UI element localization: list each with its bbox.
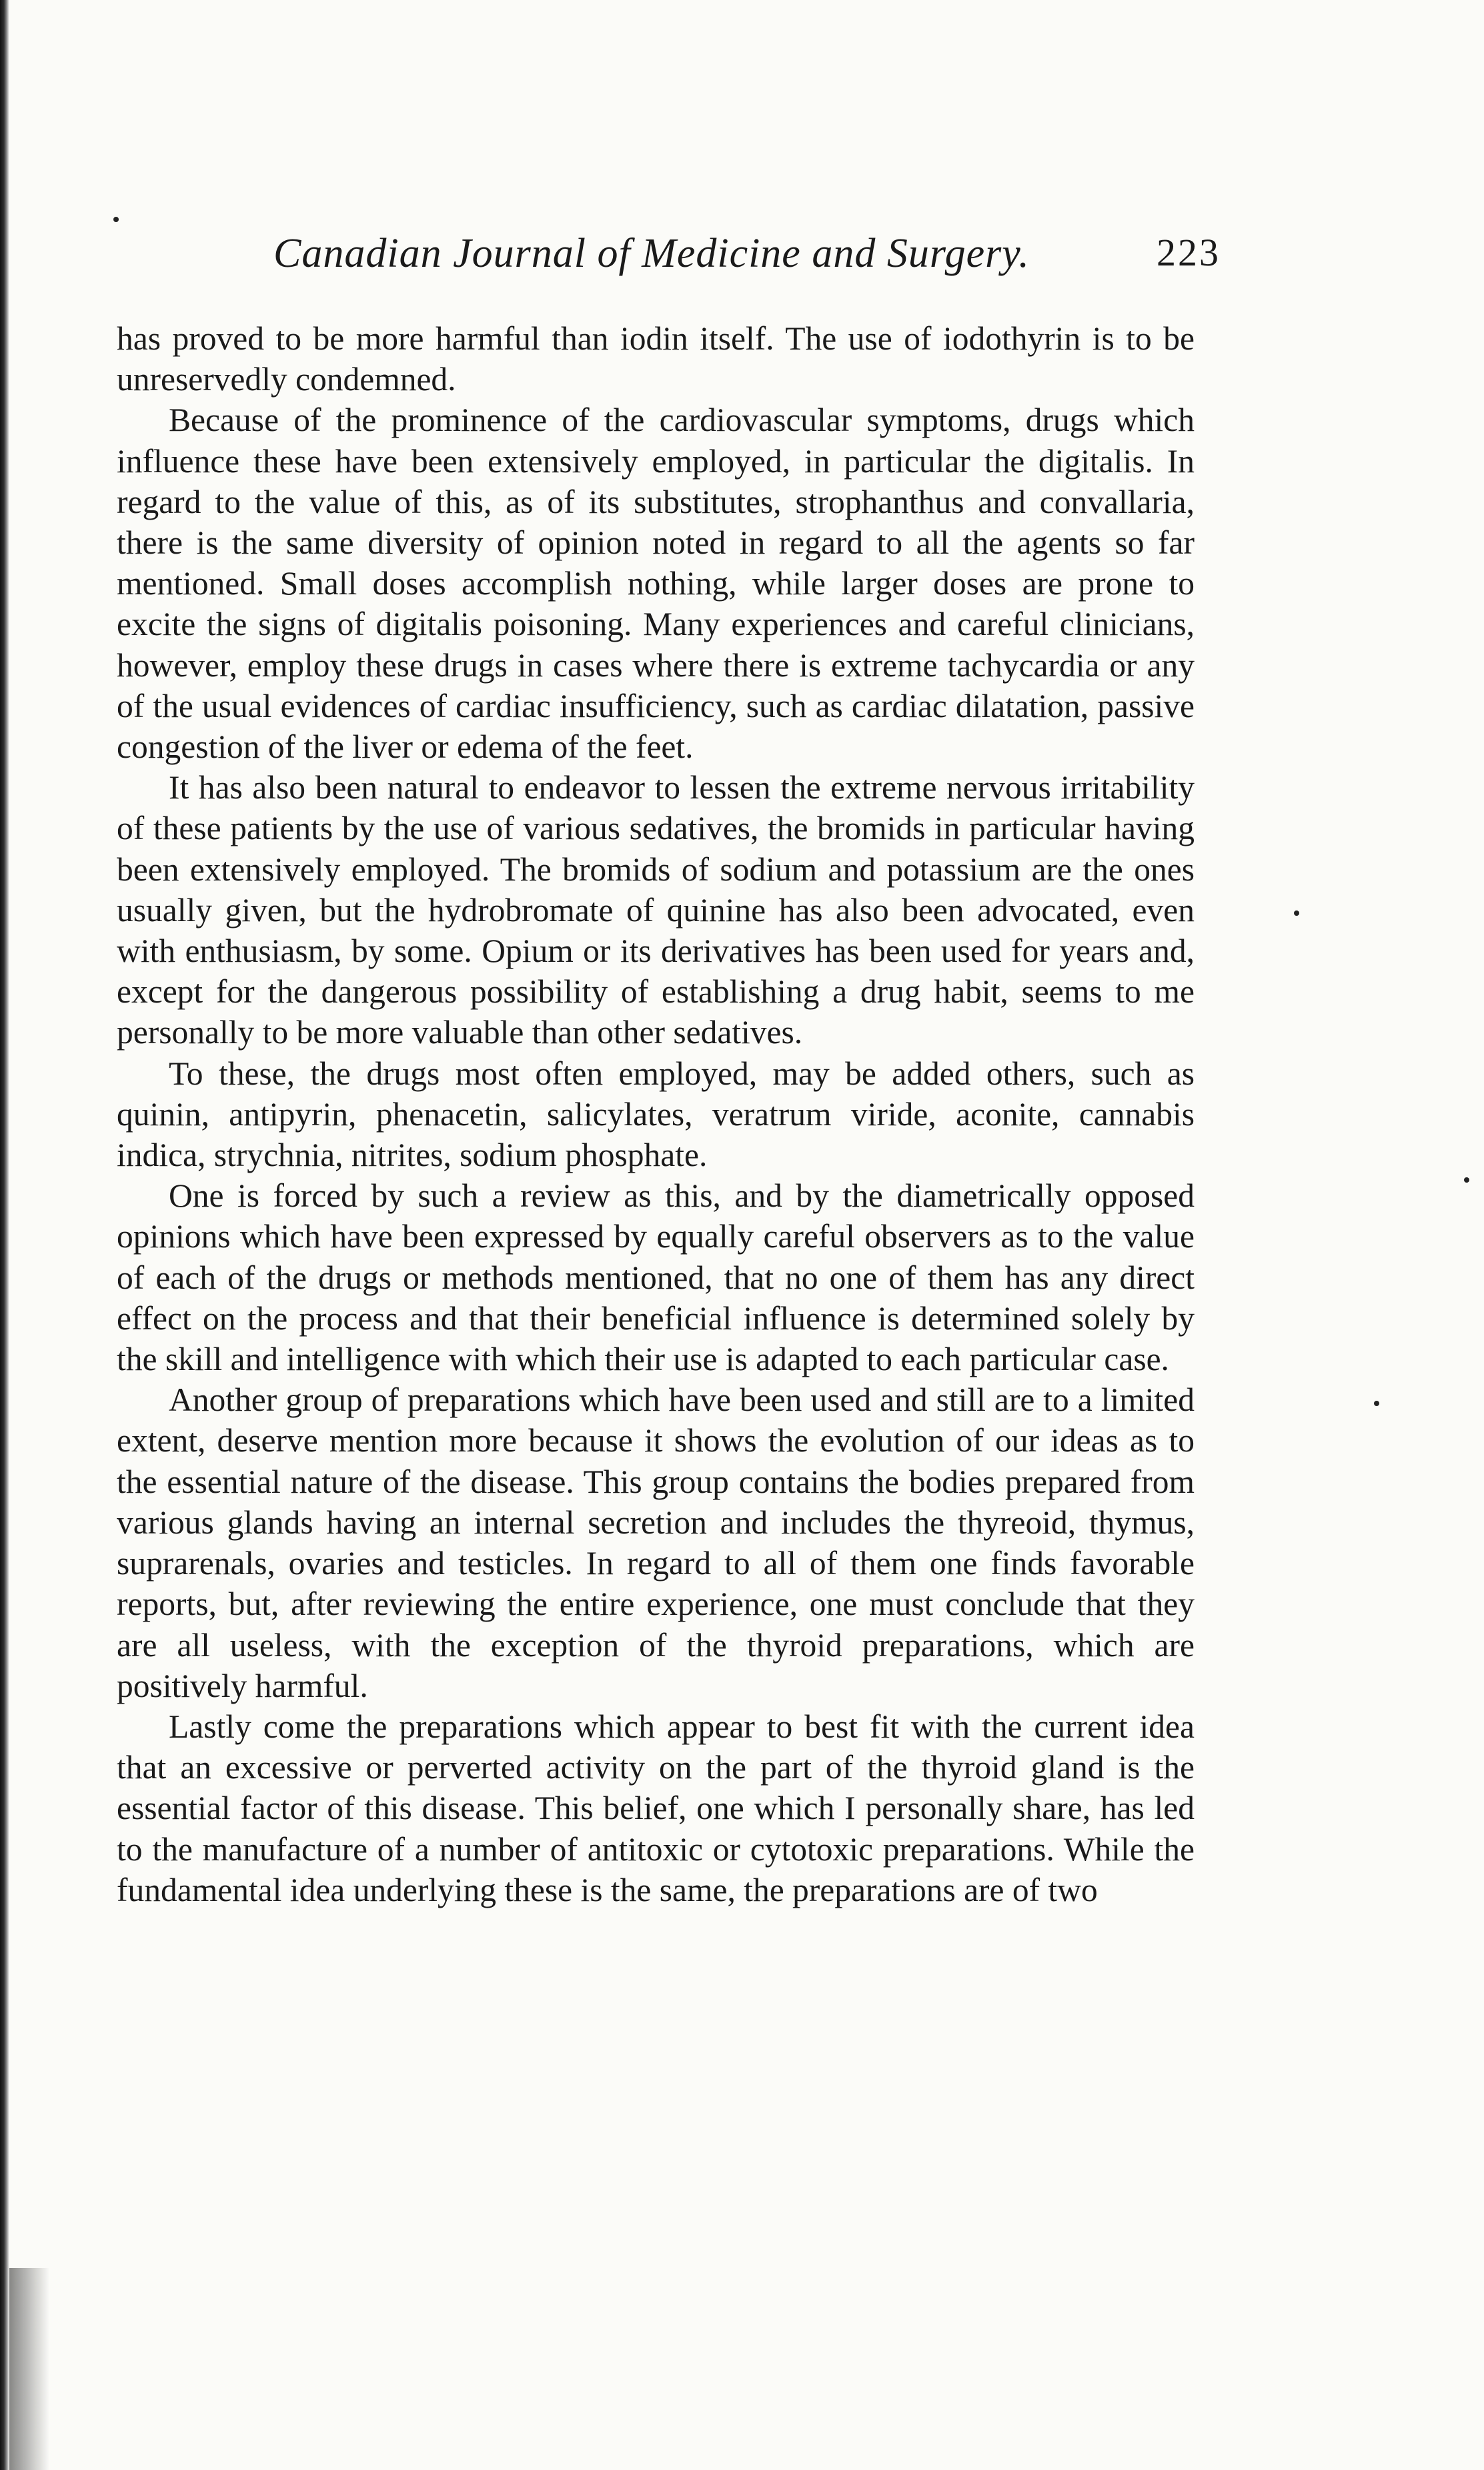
ink-speck xyxy=(1294,910,1299,916)
paragraph: Because of the prominence of the cardiovascular symptoms, drugs which influence these have been extensively employed, in particular the digitalis. In regard to the value of this, as of its substitutes, strophanthus and convallaria, there is the same diversity of opinion noted in regard to all the agents so far mentioned. Small doses accomplish nothing, while larger doses are prone to excite the signs of digitalis poisoning. Many experiences and careful clinicians, however, employ these drugs in cases where there is extreme tachycardia or any of the usual evidences of cardiac insufficiency, such as cardiac dilatation, passive congestion of the liver or edema of the feet. xyxy=(117,402,1195,766)
paragraph: One is forced by such a review as this, and by the diametrically opposed opinions which have been expressed by equally careful observers as to the value of each of the drugs or methods mentioned, that no one of them has any direct effect on the process and that their beneficial influence is determined solely by the skill and intelligence with which their use is adapted to each particular case. xyxy=(117,1177,1195,1378)
ink-speck xyxy=(1374,1401,1379,1406)
paragraph: Another group of preparations which have been used and still are to a limited extent, deserve mention more because it shows the evolution of our ideas as to the essential nature of the disease. This group contains the bodies prepared from various glands having an internal secretion and includes the thyreoid, thymus, suprarenals, ovaries and testicles. In regard to all of them one finds favorable reports, but, after reviewing the entire experience, one must conclude that they are all useless, with the exception of the thyroid preparations, which are positively harmful. xyxy=(117,1381,1195,1704)
body-text xyxy=(117,318,1195,1910)
running-head xyxy=(117,230,1221,290)
binding-shadow xyxy=(9,2268,49,2470)
page-number: 223 xyxy=(1157,231,1221,274)
paragraph: has proved to be more harmful than iodin itself. The use of iodothyrin is to be unreservedly condemned. xyxy=(117,320,1195,398)
ink-speck xyxy=(113,217,119,222)
paragraph: To these, the drugs most often employed, may be added others, such as quinin, antipyrin, phenacetin, salicylates, veratrum viride, aconite, cannabis indica, strychnia, nitrites, sodium phosphate. xyxy=(117,1055,1195,1174)
binding-edge xyxy=(0,0,9,2470)
ink-speck xyxy=(1464,1177,1469,1183)
journal-title: Canadian Journal of Medicine and Surgery. xyxy=(273,231,1030,276)
paragraph: Lastly come the preparations which appear to best fit with the current idea that an excessive or perverted activity on the part of the thyroid gland is the essential factor of this disease. This belief, one which I personally share, has led to the manufacture of a number of antitoxic or cytotoxic preparations. While the fundamental idea underlying these is the same, the preparations are of two xyxy=(117,1708,1195,1908)
paragraph: It has also been natural to endeavor to lessen the extreme nervous irritability of these patients by the use of various sedatives, the bromids in particular having been extensively employed. The bromids of sodium and potassium are the ones usually given, but the hydrobromate of quinine has also been advocated, even with enthusiasm, by some. Opium or its derivatives has been used for years and, except for the dangerous possibility of establishing a drug habit, seems to me personally to be more valuable than other sedatives. xyxy=(117,769,1195,1051)
